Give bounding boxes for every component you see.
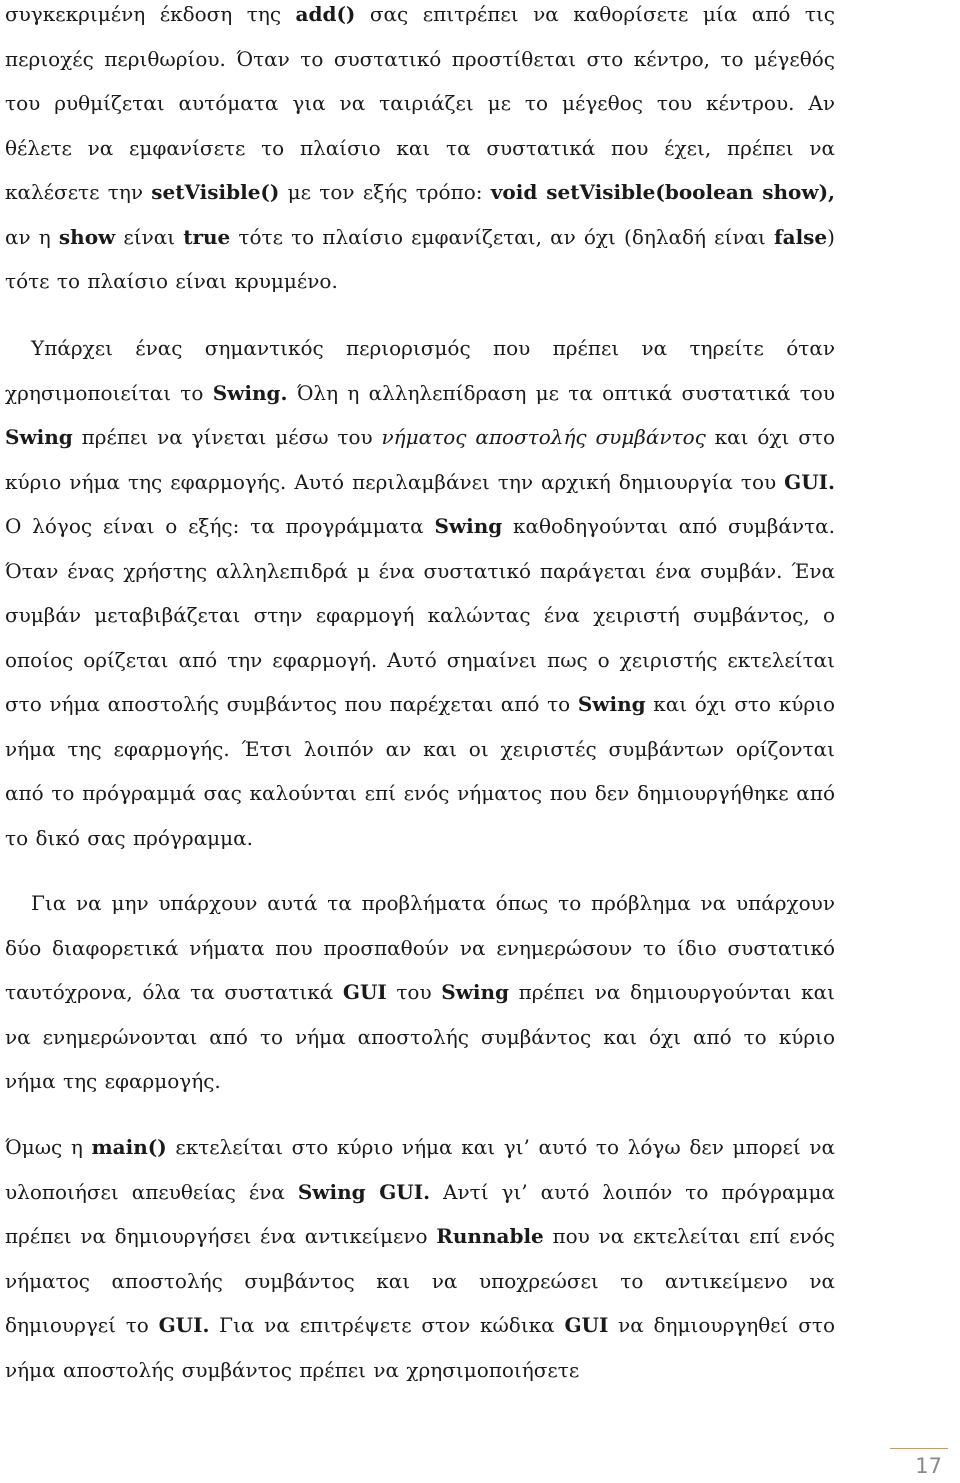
code-show: show <box>58 224 116 249</box>
paragraph-4 <box>5 1125 835 1392</box>
text-run: καθοδηγούνται από συμβάντα. Όταν ένας χρήστης αλληλεπιδρά μ ένα συστατικό παράγεται ένα συμβάν. Ένα συμβάν μεταβιβάζεται στην εφαρμογή καλώντας ένα χειριστή συμβάντος, ο οποίος ορίζεται από την εφαρμογή. Αυτό σημαίνει πως ο χειριστής εκτελείται στο νήμα αποστολής συμβάντος που παρέχεται από το <box>5 514 836 716</box>
text-run: Υπάρχει ένας σημαντικός περιορισμός που πρέπει να τηρείτε όταν χρησιμοποιείται το <box>5 336 835 405</box>
text-run: τότε το πλαίσιο εμφανίζεται, αν όχι (δηλαδή είναι <box>230 224 775 249</box>
text-run: εκτελείται στο κύριο νήμα και γι’ αυτό το λόγω δεν μπορεί να υλοποιήσει απευθείας ένα <box>5 1135 835 1204</box>
code-runnable: Runnable <box>436 1224 544 1248</box>
text-run: Για να επιτρέψετε στον κώδικα <box>209 1313 565 1337</box>
text-run: Ο λόγος είναι ο εξής: τα προγράμματα <box>5 514 435 538</box>
term-gui: GUI <box>564 1313 609 1337</box>
text-run: είναι <box>115 224 184 249</box>
text-run: και όχι στο κύριο νήμα της εφαρμογής. Αυτό περιλαμβάνει την αρχική δημιουργία του <box>5 425 835 494</box>
text-run: με τον εξής τρόπο: <box>279 180 491 204</box>
text-run: Αντί γι’ αυτό λοιπόν το πρόγραμμα πρέπει να δημιουργήσει ένα αντικείμενο <box>5 1179 836 1248</box>
text-run: του <box>386 980 442 1004</box>
code-false: false <box>774 224 828 249</box>
code-setvisible: setVisible() <box>151 180 280 204</box>
term-swing-gui: Swing GUI. <box>297 1179 431 1204</box>
code-add: add() <box>295 2 356 26</box>
page-number: 17 <box>915 1454 942 1478</box>
term-swing: Swing. <box>212 380 288 405</box>
text-run: αν η <box>5 224 59 249</box>
term-gui: GUI. <box>784 469 835 494</box>
term-gui: GUI. <box>158 1313 210 1337</box>
code-setvisible-signature: void setVisible(boolean show), <box>490 180 835 204</box>
page-footer <box>878 1448 956 1480</box>
page-number-rule <box>890 1448 948 1449</box>
text-run: σας επιτρέπει να καθορίσετε μία από τις περιοχές περιθωρίου. Όταν το συστατικό προστίθεται στο κέντρο, το μέγεθός του ρυθμίζεται αυτόματα για να ταιριάζει με το μέγεθος του κέντρου. Αν θέλετε να εμφανίσετε το πλαίσιο και τα συστατικά που έχει, πρέπει να καλέσετε την <box>5 2 835 204</box>
text-run: Για να μην υπάρχουν αυτά τα προβλήματα όπως το πρόβλημα να υπάρχουν δύο διαφορετικά νήματα που προσπαθούν να ενημερώσουν το ίδιο συστατικό ταυτόχρονα, όλα τα συστατικά <box>5 891 835 1004</box>
paragraph-2 <box>5 326 835 860</box>
term-swing: Swing <box>441 980 509 1004</box>
term-swing: Swing <box>434 514 503 538</box>
term-gui: GUI <box>342 980 387 1004</box>
text-run: που να εκτελείται επί ενός νήματος αποστολής συμβάντος και να υποχρεώσει το αντικείμενο να δημιουργεί το <box>5 1224 835 1337</box>
code-main: main() <box>91 1135 167 1159</box>
code-true: true <box>183 224 231 249</box>
text-run: Όμως η <box>5 1135 92 1159</box>
term-swing: Swing <box>577 692 646 716</box>
text-run: ) τότε το πλαίσιο είναι κρυμμένο. <box>5 224 835 293</box>
term-event-dispatch-thread: νήματος αποστολής συμβάντος <box>381 425 706 449</box>
paragraph-1 <box>5 0 835 304</box>
term-swing: Swing <box>5 425 73 449</box>
text-run: συγκεκριμένη έκδοση της <box>5 2 296 26</box>
text-run: Όλη η αλληλεπίδραση με τα οπτικά συστατικά του <box>287 380 835 405</box>
text-run: και όχι στο κύριο νήμα της εφαρμογής. Έτσι λοιπόν αν και οι χειριστές συμβάντων ορίζονται από το πρόγραμμά σας καλούνται επί ενός νήματος που δεν δημιουργήθηκε από το δικό σας πρόγραμμα. <box>5 692 835 850</box>
text-run: να δημιουργηθεί στο νήμα αποστολής συμβάντος πρέπει να χρησιμοποιήσετε <box>5 1313 836 1382</box>
paragraph-3 <box>5 881 835 1104</box>
text-run: πρέπει να δημιουργούνται και να ενημερώνονται από το νήμα αποστολής συμβάντος και όχι από το κύριο νήμα της εφαρμογής. <box>5 980 835 1093</box>
text-run: πρέπει να γίνεται μέσω του <box>72 425 382 449</box>
